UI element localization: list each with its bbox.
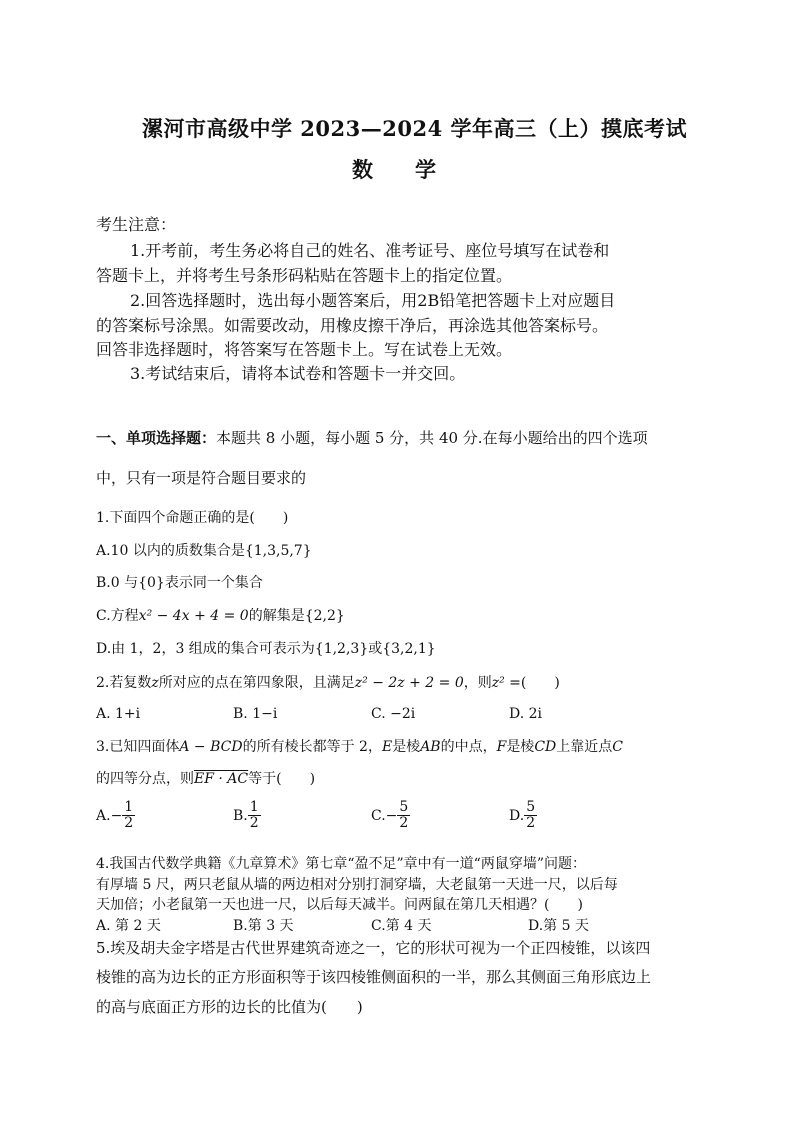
q2-variable: z	[151, 675, 159, 691]
fraction-numerator: 5	[526, 799, 536, 815]
fraction-denominator: 2	[124, 815, 134, 832]
fraction-denominator: 2	[526, 815, 536, 832]
option-label: C.	[371, 807, 386, 824]
q3-point-e: E	[381, 739, 393, 755]
q2-stem-prefix: 2.若复数	[96, 675, 152, 691]
q3-text: 上靠近点	[556, 739, 613, 755]
option-sign: −	[385, 807, 398, 824]
q1-option-c	[96, 605, 345, 625]
q1-equation: x² − 4x + 4 = 0	[138, 608, 249, 624]
q3-point-f: F	[496, 739, 507, 755]
section-heading	[96, 427, 648, 448]
q3-point-c: C	[612, 739, 623, 755]
q3-stem-line2	[96, 768, 315, 788]
q3-text: 的中点，	[440, 739, 497, 755]
q3-text: 的所有棱长都等于 2，	[242, 739, 382, 755]
subject-title: 数 学	[352, 157, 436, 182]
q2-option-b: B. 1−i	[233, 706, 278, 722]
q3-text: 的四等分点，则	[96, 771, 194, 787]
q2-stem	[96, 672, 560, 692]
q3-option-b	[233, 800, 261, 832]
notice-line: 的答案标号涂黑。如需要改动，用橡皮擦干净后，再涂选其他答案标号。	[96, 316, 609, 335]
q1-option-d: D.由 1，2，3 组成的集合可表示为{1,2,3}或{3,2,1}	[96, 641, 436, 657]
q3-stem-line1	[96, 736, 623, 756]
q3-option-a	[96, 800, 135, 832]
q4-stem-line: 天加倍；小老鼠第一天也进一尺，以后每天减半。问两鼠在第几天相遇？( )	[96, 897, 583, 913]
q2-target: z² =	[491, 675, 521, 691]
q2-option-a: A. 1+i	[96, 706, 141, 722]
notice-heading: 考生注意：	[96, 215, 177, 234]
q2-stem-middle: 所对应的点在第四象限，且满足	[158, 675, 355, 691]
q2-option-c: C. −2i	[371, 706, 416, 722]
q2-option-d: D. 2i	[509, 706, 543, 722]
q5-stem-line: 的高与底面正方形的边长的比值为( )	[96, 998, 363, 1016]
exam-title: 漯河市高级中学 2023—2024 学年高三（上）摸底考试	[142, 116, 688, 141]
q2-stem-middle2: ，则	[463, 675, 492, 691]
q1-option-c-suffix: 的解集是{2,2}	[248, 608, 345, 624]
option-label: B.	[233, 807, 248, 824]
section-label: 一、单项选择题：	[96, 429, 217, 447]
q4-option-c: C.第 4 天	[371, 918, 432, 934]
option-sign: −	[110, 807, 123, 824]
q1-option-c-prefix: C.方程	[96, 608, 139, 624]
q3-vector-product: EF · AC	[194, 771, 249, 787]
q3-edge-cd: CD	[534, 739, 557, 755]
option-label: D.	[509, 807, 525, 824]
q3-solid: A − BCD	[179, 739, 243, 755]
q2-equation: z² − 2z + 2 = 0	[354, 675, 464, 691]
q4-option-a: A. 第 2 天	[96, 918, 161, 934]
q1-option-b: B.0 与{0}表示同一个集合	[96, 575, 263, 591]
q3-option-c	[371, 800, 410, 832]
q3-edge-ab: AB	[420, 739, 441, 755]
fraction	[524, 800, 537, 832]
fraction	[248, 800, 261, 832]
q5-stem-line: 5.埃及胡夫金字塔是古代世界建筑奇迹之一，它的形状可视为一个正四棱锥，以该四	[96, 939, 651, 957]
fraction-numerator: 1	[124, 799, 134, 815]
q3-text: 等于( )	[248, 771, 316, 787]
q3-text: 3.已知四面体	[96, 739, 180, 755]
q1-stem: 1.下面四个命题正确的是( )	[96, 510, 289, 526]
fraction-numerator: 1	[249, 799, 259, 815]
q5-stem-line: 棱锥的高为边长的正方形面积等于该四棱锥侧面积的一半，那么其侧面三角形底边上	[96, 968, 652, 986]
q3-text: 是棱	[392, 739, 421, 755]
notice-line: 1.开考前，考生务必将自己的姓名、准考证号、座位号填写在试卷和	[130, 241, 610, 260]
fraction	[122, 800, 135, 832]
q3-option-d	[509, 800, 537, 832]
q2-stem-suffix: ( )	[520, 675, 560, 691]
q1-option-a: A.10 以内的质数集合是{1,3,5,7}	[96, 543, 312, 559]
option-label: A.	[96, 807, 111, 824]
fraction-denominator: 2	[399, 815, 409, 832]
fraction	[397, 800, 410, 832]
notice-line: 3.考试结束后，请将本试卷和答题卡一并交回。	[130, 364, 466, 383]
q4-option-d: D.第 5 天	[528, 918, 589, 934]
notice-line: 2.回答选择题时，选出每小题答案后，用2B铅笔把答题卡上对应题目	[130, 291, 616, 310]
q4-stem-line: 4.我国古代数学典籍《九章算术》第七章“盈不足”章中有一道“两鼠穿墙”问题：	[96, 856, 586, 872]
q4-option-b: B.第 3 天	[233, 918, 294, 934]
q4-stem-line: 有厚墙 5 尺，两只老鼠从墙的两边相对分别打洞穿墙，大老鼠第一天进一尺，以后每	[96, 877, 618, 893]
notice-line: 答题卡上，并将考生号条形码粘贴在答题卡上的指定位置。	[96, 266, 513, 285]
fraction-numerator: 5	[399, 799, 409, 815]
section-text: 本题共 8 小题，每小题 5 分，共 40 分.在每小题给出的四个选项	[216, 429, 648, 447]
section-text-line2: 中，只有一项是符合题目要求的	[96, 469, 307, 487]
q3-text: 是棱	[506, 739, 535, 755]
fraction-denominator: 2	[249, 815, 259, 832]
notice-line: 回答非选择题时，将答案写在答题卡上。写在试卷上无效。	[96, 340, 513, 359]
